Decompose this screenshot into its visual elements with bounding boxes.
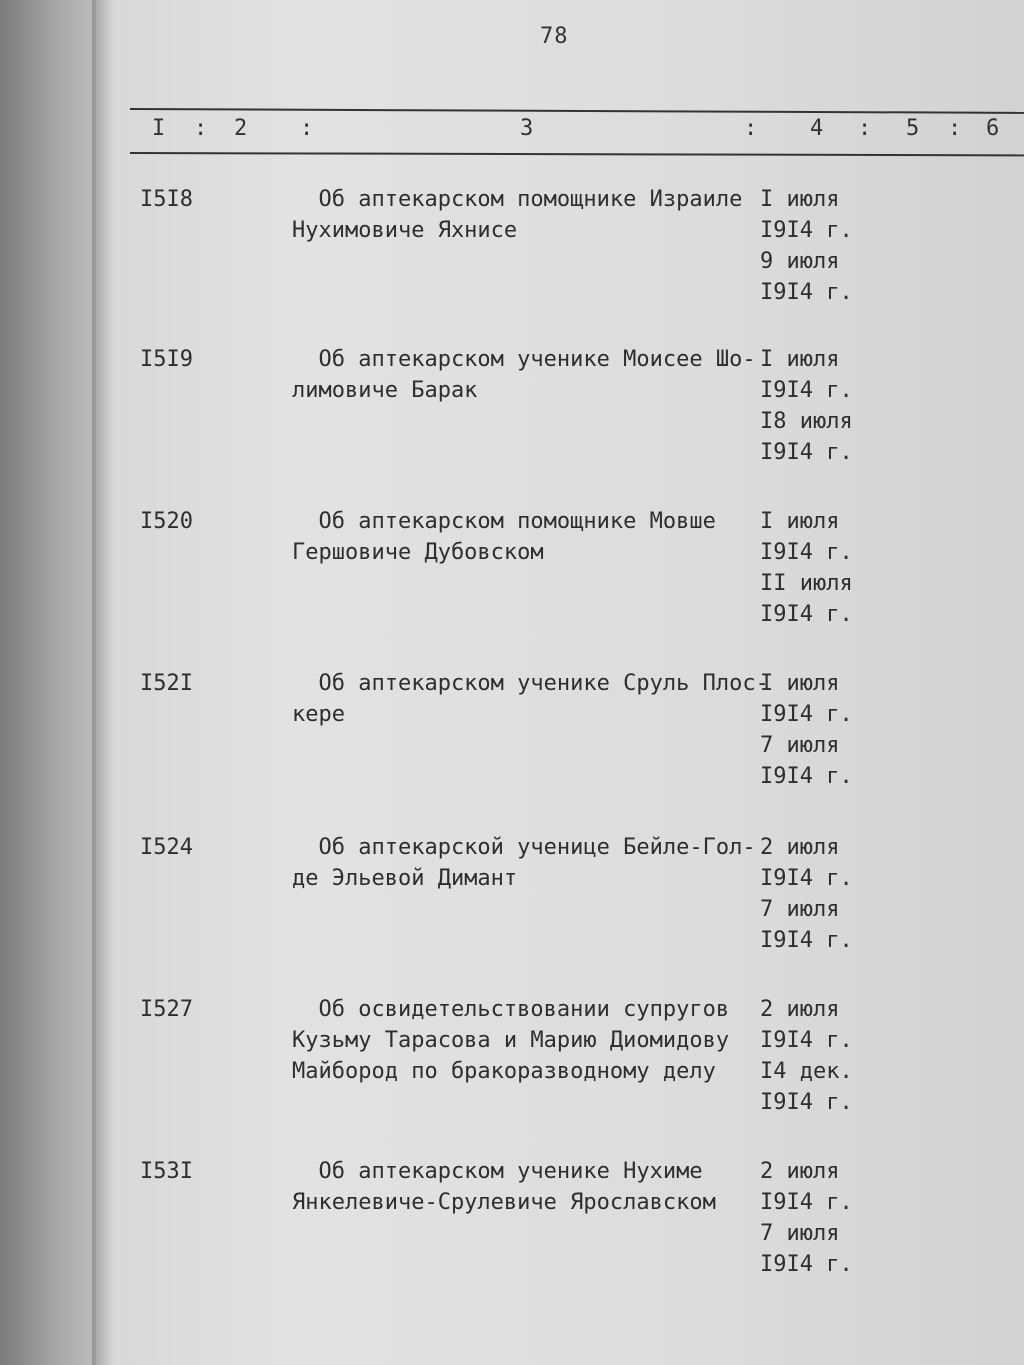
entry-number: I524 [140,835,193,860]
column-header-row [130,116,1024,146]
entry-date-line: I9I4 г. [760,928,853,953]
header-rule-bottom [130,152,1024,156]
entry-number: I52I [140,671,193,696]
entry-title [292,1156,752,1218]
entry-date-line: I9I4 г. [760,1028,853,1053]
column-separator: : [948,116,962,141]
entry-date-line: I8 июля [760,409,853,434]
entry-number: I520 [140,509,193,534]
entry-dates [760,344,880,468]
entry-title [292,832,756,894]
entry-date-line: I июля [760,347,840,372]
entry-date-line: I9I4 г. [760,702,853,727]
binding-shadow [92,0,114,1365]
column-separator: : [858,116,872,141]
entry-dates [760,506,880,630]
entry-date-line: I9I4 г. [760,218,853,243]
column-header-3: 3 [520,116,534,141]
entry-date-line: 7 июля [760,1221,840,1246]
entry-dates [760,994,880,1118]
entry-date-line: I9I4 г. [760,866,853,891]
entry-title-line: Об освидетельствовании супругов [292,997,730,1022]
column-separator: : [194,116,208,141]
entry-title-line: Об аптекарском помощнике Мовше [292,509,716,534]
entry-title-line: кере [292,702,345,727]
entry-date-line: II июля [760,571,853,596]
entry-title-line: де Эльевой Димант [292,866,518,891]
page-number: 78 [540,24,569,49]
entry-date-line: I июля [760,671,840,696]
entry-number: I53I [140,1159,193,1184]
entry-number: I5I9 [140,347,193,372]
entry-dates [760,668,880,792]
column-header-2: 2 [234,116,248,141]
entry-date-line: I9I4 г. [760,540,853,565]
entry-title-line: Майбород по бракоразводному делу [292,1059,716,1084]
entry-date-line: 2 июля [760,1159,840,1184]
entry-date-line: 2 июля [760,997,840,1022]
entry-number: I527 [140,997,193,1022]
column-header-1: I [152,116,166,141]
column-separator: : [744,116,758,141]
entry-date-line: I9I4 г. [760,764,853,789]
column-separator: : [300,116,314,141]
entry-title [292,668,769,730]
entry-title-line: Нухимовиче Яхнисе [292,218,518,243]
entry-date-line: I9I4 г. [760,378,853,403]
entry-title [292,344,756,406]
entry-number: I5I8 [140,187,193,212]
entry-date-line: 9 июля [760,249,840,274]
entry-date-line: 2 июля [760,835,840,860]
entry-title [292,994,752,1087]
entry-date-line: 7 июля [760,733,840,758]
entry-title-line: лимовиче Барак [292,378,478,403]
entry-date-line: I июля [760,509,840,534]
entry-title-line: Кузьму Тарасова и Марию Диомидову [292,1028,730,1053]
entry-date-line: I9I4 г. [760,440,853,465]
column-header-5: 5 [906,116,920,141]
entry-title-line: Об аптекарском ученике Моисее Шо- [292,347,756,372]
entry-title-line: Янкелевиче-Срулевиче Ярославском [292,1190,716,1215]
entry-date-line: I июля [760,187,840,212]
entry-title-line: Об аптекарском ученике Нухиме [292,1159,703,1184]
entry-dates [760,832,880,956]
entry-date-line: I9I4 г. [760,1090,853,1115]
entry-date-line: I9I4 г. [760,602,853,627]
previous-page-edge [0,0,96,1365]
header-rule-top [130,108,1024,114]
column-header-4: 4 [810,116,824,141]
entry-title [292,184,752,246]
entry-dates [760,184,880,308]
entry-title [292,506,752,568]
column-header-6: 6 [986,116,1000,141]
entry-title-line: Гершовиче Дубовском [292,540,544,565]
entry-title-line: Об аптекарской ученице Бейле-Гол- [292,835,756,860]
entry-date-line: I9I4 г. [760,280,853,305]
entry-date-line: I9I4 г. [760,1252,853,1277]
entry-dates [760,1156,880,1280]
entry-date-line: I9I4 г. [760,1190,853,1215]
entry-date-line: I4 дек. [760,1059,853,1084]
entry-title-line: Об аптекарском ученике Сруль Плос- [292,671,769,696]
entry-title-line: Об аптекарском помощнике Израиле [292,187,743,212]
entry-date-line: 7 июля [760,897,840,922]
